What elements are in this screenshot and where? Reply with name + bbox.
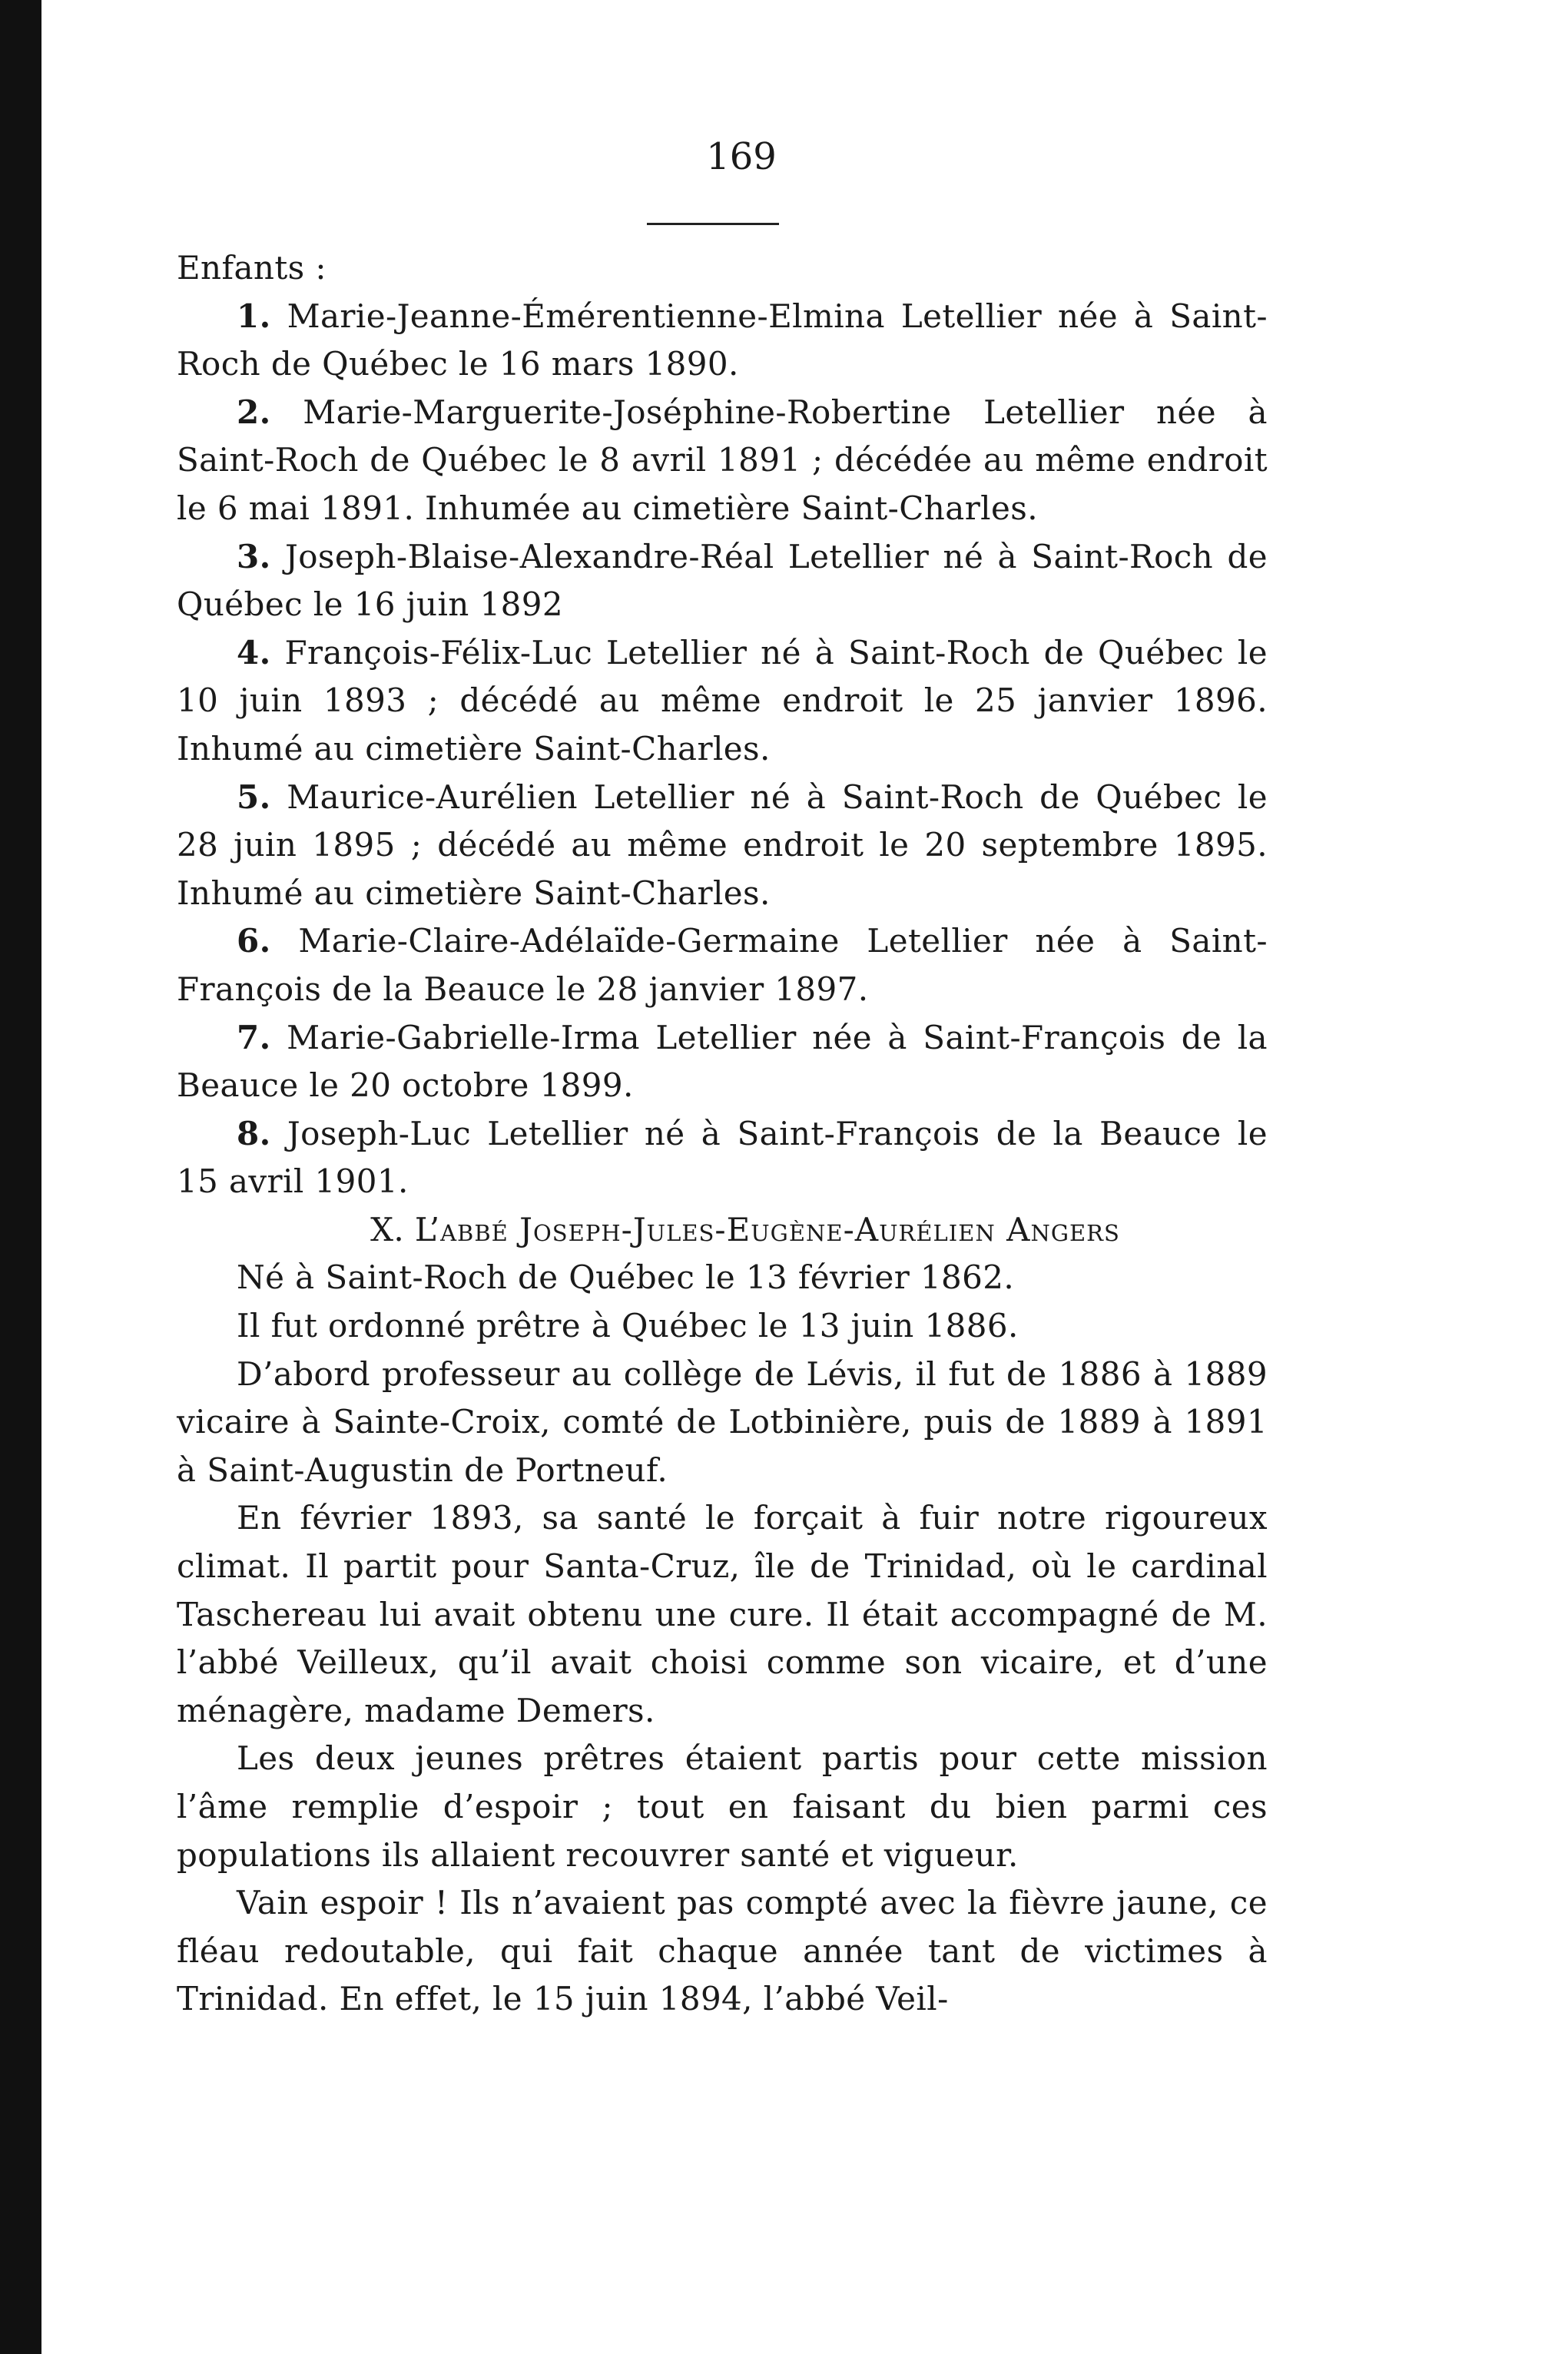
section-title: L’abbé Joseph-Jules-Eugène-Aurélien Angers bbox=[414, 1210, 1120, 1248]
section-numeral: X. bbox=[370, 1210, 405, 1248]
child-entry-3 bbox=[177, 533, 1268, 629]
header-rule bbox=[647, 223, 779, 225]
child-entry-4 bbox=[177, 629, 1268, 774]
body-paragraph-3: D’abord professeur au collège de Lévis, il fut de 1886 à 1889 vicaire à Sainte-Croix, comté de Lotbinière, puis de 1889 à 1891 à Saint-Augustin de Portneuf. bbox=[177, 1354, 1268, 1489]
child-entry-5 bbox=[177, 774, 1268, 918]
child-text: Joseph-Blaise-Alexandre-Réal Letellier né à Saint-Roch de Québec le 16 juin 1892 bbox=[177, 537, 1268, 624]
page-body bbox=[177, 244, 1268, 2024]
child-number: 8. bbox=[237, 1114, 271, 1152]
child-text: Marie-Marguerite-Joséphine-Robertine Letellier née à Saint-Roch de Québec le 8 avril 1891 ; décédée au même endroit le 6 mai 1891. Inhumée au cimetière Saint-Charles. bbox=[177, 393, 1268, 527]
section-heading bbox=[177, 1206, 1268, 1255]
child-number: 3. bbox=[237, 537, 271, 575]
child-text: Joseph-Luc Letellier né à Saint-François de la Beauce le 15 avril 1901. bbox=[177, 1114, 1268, 1201]
body-paragraph-1: Né à Saint-Roch de Québec le 13 février 1862. bbox=[237, 1258, 1015, 1297]
child-number: 1. bbox=[237, 297, 271, 335]
child-text: François-Félix-Luc Letellier né à Saint-Roch de Québec le 10 juin 1893 ; décédé au même endroit le 25 janvier 1896. Inhumé au cimetière Saint-Charles. bbox=[177, 633, 1268, 768]
child-number: 7. bbox=[237, 1018, 271, 1056]
child-number: 5. bbox=[237, 777, 271, 816]
child-entry-1 bbox=[177, 293, 1268, 389]
child-entry-2 bbox=[177, 389, 1268, 533]
child-text: Maurice-Aurélien Letellier né à Saint-Roch de Québec le 28 juin 1895 ; décédé au même endroit le 20 septembre 1895. Inhumé au cimetière Saint-Charles. bbox=[177, 777, 1268, 912]
child-entry-7 bbox=[177, 1014, 1268, 1110]
enfants-label: Enfants : bbox=[177, 249, 327, 287]
child-number: 6. bbox=[237, 922, 271, 960]
child-text: Marie-Claire-Adélaïde-Germaine Letellier née à Saint-François de la Beauce le 28 janvier 1897. bbox=[177, 922, 1268, 1008]
body-paragraph-5: Les deux jeunes prêtres étaient partis pour cette mission l’âme remplie d’espoir ; tout en faisant du bien parmi ces populations ils allaient recouvrer santé et vigueur. bbox=[177, 1739, 1268, 1874]
child-entry-6 bbox=[177, 917, 1268, 1013]
body-paragraph-6: Vain espoir ! Ils n’avaient pas compté avec la fièvre jaune, ce fléau redoutable, qui fait chaque année tant de victimes à Trinidad. En effet, le 15 juin 1894, l’abbé Veil- bbox=[177, 1884, 1268, 2018]
book-spine-shadow bbox=[0, 0, 41, 2354]
child-text: Marie-Jeanne-Émérentienne-Elmina Letellier née à Saint-Roch de Québec le 16 mars 1890. bbox=[177, 297, 1268, 383]
child-number: 2. bbox=[237, 393, 271, 431]
body-paragraph-4: En février 1893, sa santé le forçait à fuir notre rigoureux climat. Il partit pour Santa-Cruz, île de Trinidad, où le cardinal Taschereau lui avait obtenu une cure. Il était accompagné de M. l’abbé Veilleux, qu’il avait choisi comme son vicaire, et d’une ménagère, madame Demers. bbox=[177, 1499, 1268, 1729]
child-entry-8 bbox=[177, 1110, 1268, 1206]
child-text: Marie-Gabrielle-Irma Letellier née à Saint-François de la Beauce le 20 octobre 1899. bbox=[177, 1018, 1268, 1105]
body-paragraph-2: Il fut ordonné prêtre à Québec le 13 juin 1886. bbox=[237, 1307, 1019, 1345]
child-number: 4. bbox=[237, 633, 271, 671]
page-number: 169 bbox=[706, 135, 777, 178]
